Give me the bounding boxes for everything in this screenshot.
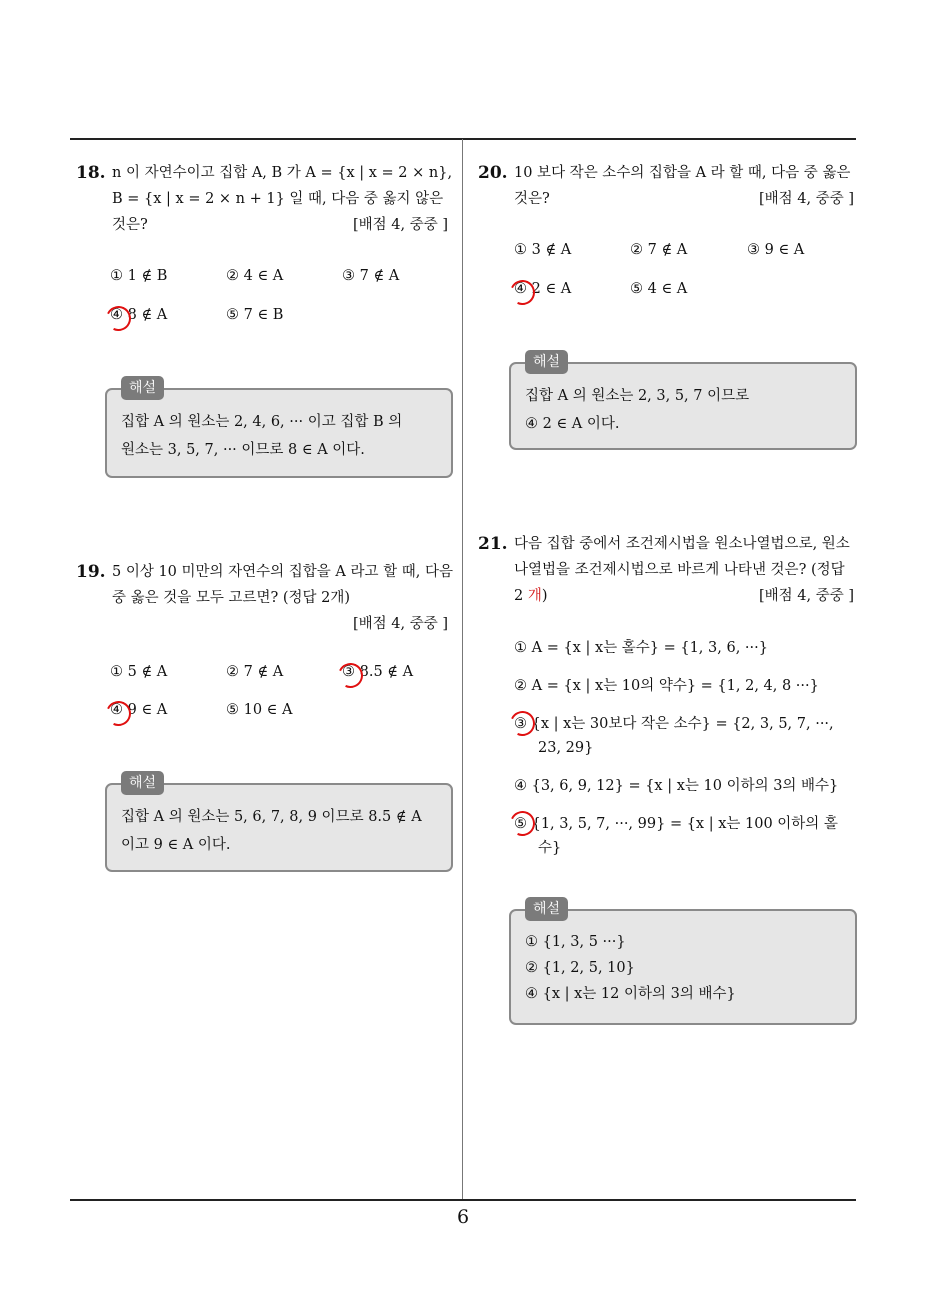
choice-2[interactable]: ② 7 ∉ A	[630, 242, 688, 258]
solution-tag: 해설	[121, 771, 164, 795]
score-difficulty: [배점 4, 중중 ]	[758, 191, 854, 207]
bottom-rule	[70, 1199, 856, 1201]
choice-4[interactable]	[514, 281, 571, 297]
solution-line: ④ 2 ∈ A 이다.	[525, 416, 620, 432]
problem-19-choices	[110, 664, 450, 734]
problem-18-choices	[110, 268, 450, 338]
choice-1[interactable]: ① 5 ∉ A	[110, 664, 168, 680]
choice-4-label: ④ 2 ∈ A	[514, 281, 572, 297]
top-rule	[70, 138, 856, 140]
problem-21	[478, 531, 860, 609]
problem-text-line: 다음 집합 중에서 조건제시법을 원소나열법으로, 원소	[514, 536, 850, 552]
problem-20	[478, 160, 860, 212]
choice-4-label: ④ 8 ∉ A	[110, 307, 168, 323]
choice-5[interactable]: ⑤ 7 ∈ B	[226, 307, 284, 323]
problem-text-line: B = {x | x = 2 × n + 1} 일 때, 다음 중 옳지 않은	[112, 191, 444, 207]
choice-3[interactable]	[514, 712, 854, 760]
problem-number: 19.	[76, 562, 106, 582]
column-divider	[462, 139, 463, 1201]
solution-line: 집합 A 의 원소는 5, 6, 7, 8, 9 이므로 8.5 ∉ A	[121, 809, 422, 825]
solution-box-19	[105, 775, 453, 872]
answer-count-label: 개	[527, 588, 542, 604]
score-difficulty: [배점 4, 중중 ]	[758, 588, 854, 604]
problem-number: 21.	[478, 534, 508, 554]
problem-21-stem	[478, 531, 860, 609]
problem-19-stem	[76, 559, 456, 637]
choice-5-label: ⑤ {1, 3, 5, 7, ···, 99} = {x | x는 100 이하의 홀수}	[514, 816, 838, 856]
choice-1[interactable]: ① 1 ∉ B	[110, 268, 168, 284]
solution-tag: 해설	[525, 897, 568, 921]
problem-text-line: 10 보다 작은 소수의 집합을 A 라 할 때, 다음 중 옳은	[514, 165, 851, 181]
choice-5[interactable]: ⑤ 4 ∈ A	[630, 281, 688, 297]
page-number: 6	[456, 1206, 470, 1228]
problem-20-choices	[514, 242, 854, 312]
solution-box-20	[509, 354, 857, 450]
choice-3[interactable]: ③ 9 ∈ A	[747, 242, 805, 258]
solution-line: 집합 A 의 원소는 2, 3, 5, 7 이므로	[525, 388, 750, 404]
problem-text-line: n 이 자연수이고 집합 A, B 가 A = {x | x = 2 × n},	[112, 165, 453, 181]
choice-4[interactable]: ④ {3, 6, 9, 12} = {x | x는 10 이하의 3의 배수}	[514, 778, 839, 794]
choice-1[interactable]: ① A = {x | x는 홀수} = {1, 3, 6, ···}	[514, 640, 768, 656]
choice-3-label: ③ {x | x는 30보다 작은 소수} = {2, 3, 5, 7, ···, 23, 29}	[514, 716, 834, 756]
problem-text-line: 나열법을 조건제시법으로 바르게 나타낸 것은? (정답	[514, 562, 845, 578]
choice-4[interactable]	[110, 702, 167, 718]
choice-2[interactable]: ② 7 ∉ A	[226, 664, 284, 680]
choice-2[interactable]: ② A = {x | x는 10의 약수} = {1, 2, 4, 8 ···}	[514, 678, 819, 694]
score-difficulty: [배점 4, 중중 ]	[352, 217, 448, 233]
score-difficulty: [배점 4, 중중 ]	[352, 616, 448, 632]
problem-20-stem	[478, 160, 860, 212]
problem-text-line: 것은?	[514, 191, 550, 207]
problem-number: 20.	[478, 163, 508, 183]
solution-tag: 해설	[121, 376, 164, 400]
answer-circle-icon	[506, 707, 538, 739]
solution-box-18	[105, 380, 453, 478]
choice-4-label: ④ 9 ∈ A	[110, 702, 168, 718]
choice-4[interactable]	[110, 307, 167, 323]
problem-21-choices	[514, 636, 854, 874]
solution-line: ① {1, 3, 5 ···}	[525, 934, 626, 950]
problem-text-line: 중 옳은 것을 모두 고르면? (정답 2개)	[112, 590, 351, 606]
choice-5[interactable]	[514, 812, 854, 860]
solution-line: ④ {x | x는 12 이하의 3의 배수}	[525, 986, 736, 1002]
problem-number: 18.	[76, 163, 106, 183]
problem-text-line: )	[541, 588, 548, 604]
choice-3-label: ③ 8.5 ∉ A	[342, 664, 414, 680]
problem-text-line: 2	[514, 588, 528, 604]
choice-5[interactable]: ⑤ 10 ∈ A	[226, 702, 293, 718]
problem-text-line: 5 이상 10 미만의 자연수의 집합을 A 라고 할 때, 다음	[112, 564, 453, 580]
solution-tag: 해설	[525, 350, 568, 374]
answer-circle-icon	[506, 807, 538, 839]
problem-18	[76, 160, 456, 238]
solution-line: ② {1, 2, 5, 10}	[525, 960, 635, 976]
problem-18-stem	[76, 160, 456, 238]
solution-box-21	[509, 901, 857, 1025]
choice-1[interactable]: ① 3 ∉ A	[514, 242, 572, 258]
problem-text-line: 것은?	[112, 217, 148, 233]
choice-2[interactable]: ② 4 ∈ A	[226, 268, 284, 284]
choice-3[interactable]: ③ 7 ∉ A	[342, 268, 400, 284]
solution-line: 집합 A 의 원소는 2, 4, 6, ··· 이고 집합 B 의	[121, 414, 403, 430]
solution-line: 원소는 3, 5, 7, ··· 이므로 8 ∈ A 이다.	[121, 442, 365, 458]
solution-line: 이고 9 ∈ A 이다.	[121, 837, 231, 853]
problem-19	[76, 559, 456, 637]
choice-3[interactable]	[342, 664, 413, 680]
